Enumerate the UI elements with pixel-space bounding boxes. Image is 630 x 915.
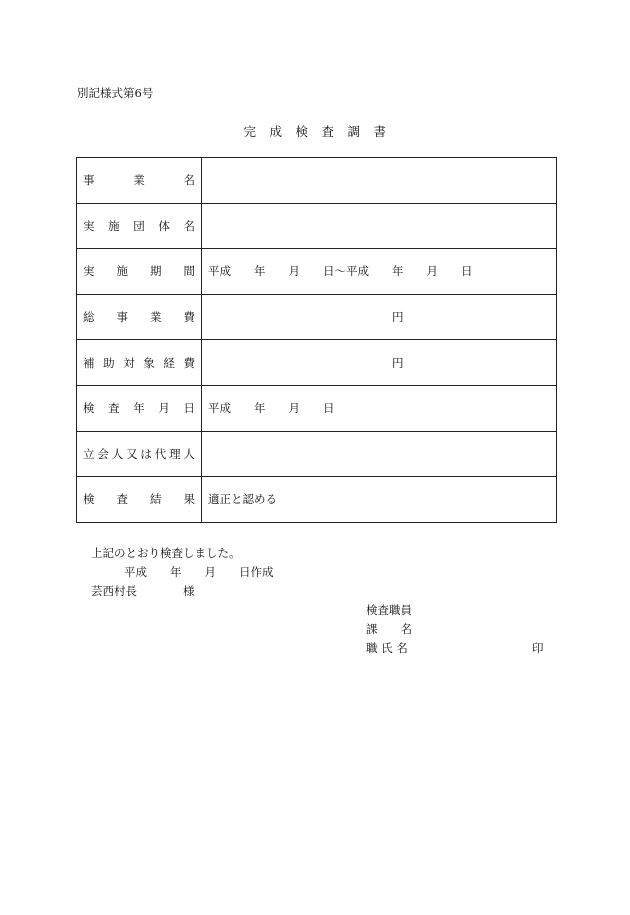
table-row <box>77 385 557 431</box>
row-label-cell <box>77 158 202 204</box>
inspection-date-label: 検査年月日 <box>83 401 195 416</box>
seal-mark: 印 <box>532 641 544 655</box>
table-row <box>77 340 557 386</box>
row-value-cell <box>202 249 557 295</box>
row-label-cell <box>77 385 202 431</box>
row-value-cell <box>202 203 557 249</box>
row-value-cell <box>202 294 557 340</box>
row-label-cell <box>77 294 202 340</box>
inspection-date-value: 平成 年 月 日 <box>208 401 335 416</box>
subsidy-eligible-cost-value: 円 <box>208 355 404 370</box>
closing-statement: 上記のとおり検査しました。 <box>91 546 241 560</box>
department-name-label: 課 名 <box>366 622 412 636</box>
row-label-cell <box>77 249 202 295</box>
row-value-cell <box>202 431 557 477</box>
inspection-result-label: 検査結果 <box>83 492 195 507</box>
row-value-cell <box>202 158 557 204</box>
inspector-title: 検査職員 <box>366 603 412 617</box>
table-row <box>77 431 557 477</box>
table-row <box>77 249 557 295</box>
inspection-result-value: 適正と認める <box>208 492 277 507</box>
inspection-form-table <box>76 157 557 523</box>
total-project-cost-value: 円 <box>208 310 404 325</box>
subsidy-eligible-cost-label: 補助対象経費 <box>83 355 195 370</box>
table-row <box>77 294 557 340</box>
row-label-cell <box>77 477 202 523</box>
row-label-cell <box>77 431 202 477</box>
row-value-cell <box>202 477 557 523</box>
form-number: 別記様式第6号 <box>77 86 154 100</box>
table-row <box>77 477 557 523</box>
row-label-cell <box>77 203 202 249</box>
document-title: 完 成 検 査 調 書 <box>243 124 387 139</box>
implementing-body-label: 実施団体名 <box>83 218 195 233</box>
project-name-label: 事業名 <box>83 173 195 188</box>
row-label-cell <box>77 340 202 386</box>
creation-date-line: 平成 年 月 日作成 <box>124 565 274 579</box>
row-value-cell <box>202 340 557 386</box>
position-name-label: 職 氏 名 <box>366 641 408 655</box>
table-row <box>77 158 557 204</box>
witness-label: 立会人又は代理人 <box>83 446 195 461</box>
implementation-period-value: 平成 年 月 日〜平成 年 月 日 <box>208 264 473 279</box>
implementation-period-label: 実施期間 <box>83 264 195 279</box>
addressee-line: 芸西村長 様 <box>91 584 195 598</box>
table-row <box>77 203 557 249</box>
total-project-cost-label: 総事業費 <box>83 310 195 325</box>
row-value-cell <box>202 385 557 431</box>
